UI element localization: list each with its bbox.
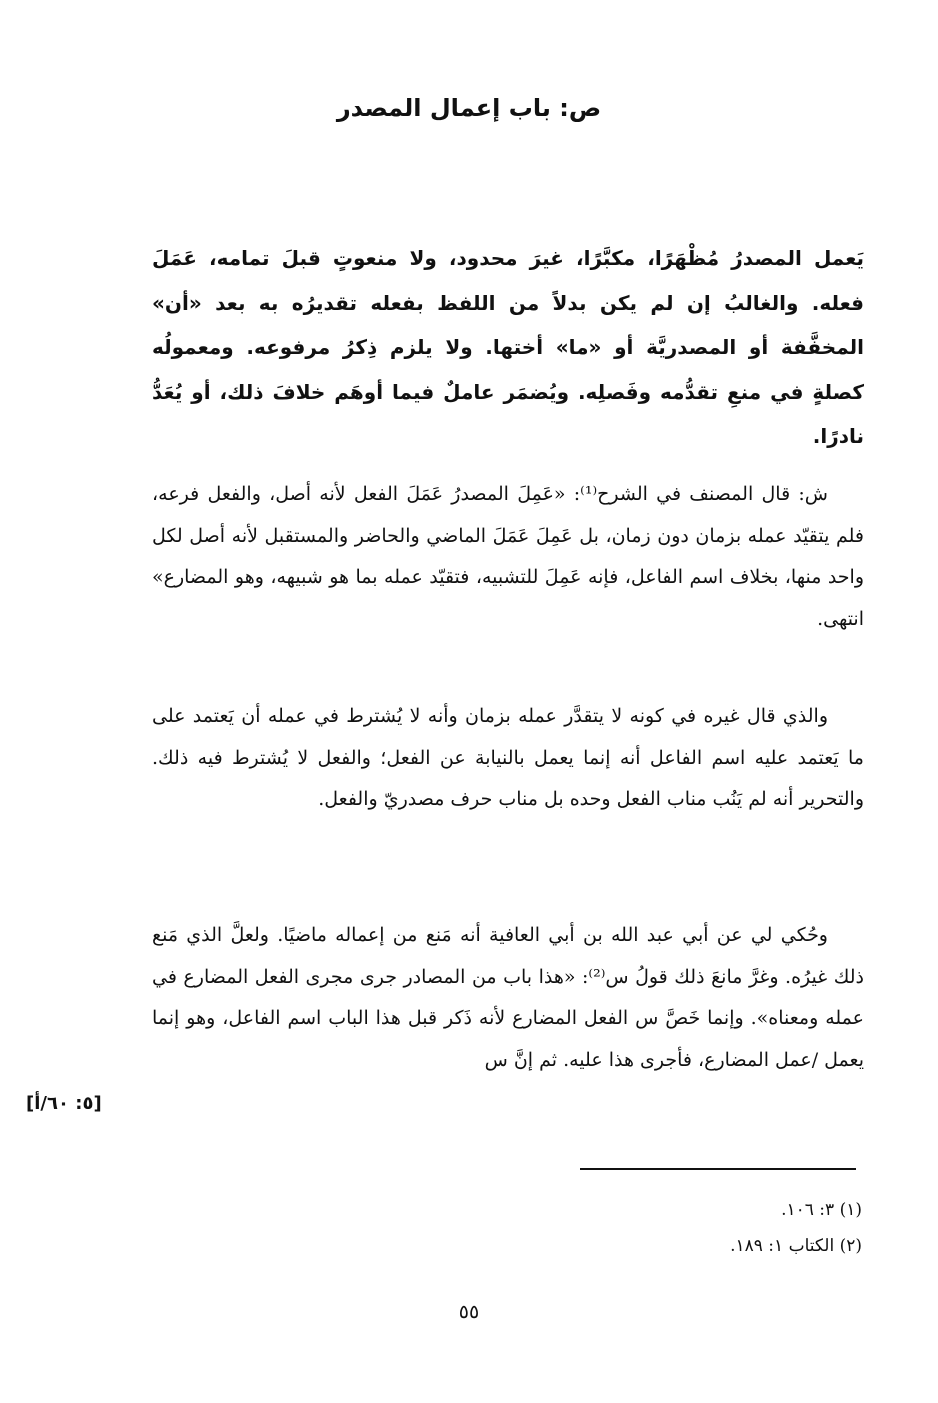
commentary-paragraph-3: وحُكي لي عن أبي عبد الله بن أبي العافية أنه مَنع من إعماله ماضيًا. ولعلَّ الذي مَنع ذلك غيرُه. وغرَّ مانعَ ذلك قولُ س⁽²⁾: «هذا باب من المصادر جرى مجرى الفعل المضارع في عمله ومعناه». وإنما خَصَّ س الفعل المضارع لأنه ذَكر قبل هذا الباب اسم الفاعل، وهو إنما يعمل /عمل المضارع، فأجرى هذا عليه. ثم إنَّ س [152,924,864,1071]
matn-text: يَعمل المصدرُ مُظْهَرًا، مكبَّرًا، غيرَ محدود، ولا منعوتٍ قبلَ تمامه، عَمَلَ فعله. والغالبُ إن لم يكن بدلاً من اللفظ بفعله تقديرُه به بعد «أن» المخفَّفة أو المصدريَّة أو «ما» أختها. ولا يلزم ذِكرُ مرفوعه. ومعمولُه كصلةٍ في منعِ تقدُّمه وفَصلِه. ويُضمَر عاملٌ فيما أوهَم خلافَ ذلك، أو يُعَدُّ نادرًا. [152,246,864,448]
footnote-separator [580,1168,856,1170]
page-number: ٥٥ [458,1301,480,1323]
footnote-1: (١) ٣: ١٠٦. [781,1200,862,1220]
commentary-paragraph-1: ش: قال المصنف في الشرح⁽¹⁾: «عَمِلَ المصدرُ عَمَلَ الفعل لأنه أصل، والفعل فرعه، فلم يتقيّد عمله بزمان دون زمان، بل عَمِلَ عَمَلَ الماضي والحاضر والمستقبل لأنه أصل لكل واحد منها، بخلاف اسم الفاعل، فإنه عَمِلَ للتشبيه، فتقيّد عمله بما هو شبيهه، وهو المضارع» انتهى. [152,483,864,630]
commentary-paragraph-2: والذي قال غيره في كونه لا يتقدَّر عمله بزمان وأنه لا يُشترط في عمله أن يَعتمد على ما يَعتمد عليه اسم الفاعل أنه إنما يعمل بالنيابة عن الفعل؛ والفعل لا يُشترط فيه ذلك. والتحرير أنه لم يَنُب مناب الفعل وحده بل مناب حرف مصدريّ والفعل. [152,705,864,810]
manuscript-folio-reference: [٥: ٦٠/أ] [26,1093,102,1114]
footnote-2: (٢) الكتاب ١: ١٨٩. [730,1236,862,1256]
footnotes [152,1192,862,1264]
chapter-heading: ص: باب إعمال المصدر [336,94,602,122]
